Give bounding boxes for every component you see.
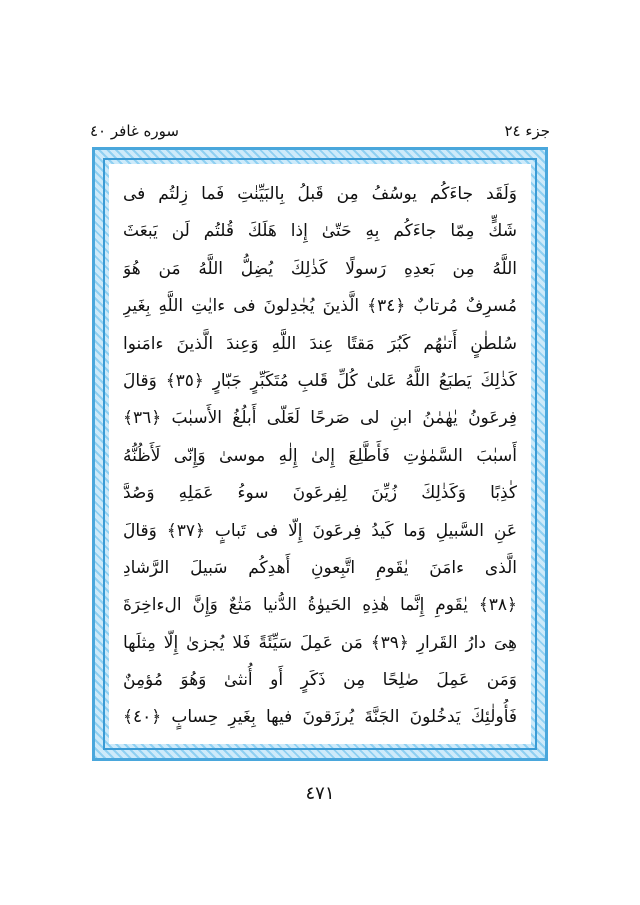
verse-line: شَكٍّ مِمّا جاءَكُم بِهِ حَتّىٰ إِذا هَلَكَ قُلتُم لَن يَبعَثَ: [123, 221, 517, 242]
verse-line: عَنِ السَّبيلِ وَما كَيدُ فِرعَونَ إِلّا فى تَبابٍ ﴿٣٧﴾ وَقالَ: [123, 520, 517, 541]
verse-line: كَذٰلِكَ يَطبَعُ اللَّهُ عَلىٰ كُلِّ قَلبِ مُتَكَبِّرٍ جَبّارٍ ﴿٣٥﴾ وَقالَ: [123, 370, 517, 391]
verse-line: فَأُولٰئِكَ يَدخُلونَ الجَنَّةَ يُرزَقونَ فيها بِغَيرِ حِسابٍ ﴿٤٠﴾: [123, 707, 517, 728]
verse-line: كٰذِبًا وَكَذٰلِكَ زُيِّنَ لِفِرعَونَ سوءُ عَمَلِهِ وَصُدَّ: [123, 483, 517, 504]
verse-line: ﴿٣٨﴾ يٰقَومِ إِنَّما هٰذِهِ الحَيوٰةُ الدُّنيا مَتٰعٌ وَإِنَّ الءاخِرَةَ: [123, 595, 517, 616]
text-panel: [109, 164, 531, 744]
verse-line: فِرعَونُ يٰهٰمٰنُ ابنِ لى صَرحًا لَعَلّى أَبلُغُ الأَسبٰبَ ﴿٣٦﴾: [123, 408, 517, 429]
verse-line: أَسبٰبَ السَّمٰوٰتِ فَأَطَّلِعَ إِلىٰ إِلٰهِ موسىٰ وَإِنّى لَأَظُنُّهُ: [123, 445, 517, 466]
verse-line: وَلَقَد جاءَكُم يوسُفُ مِن قَبلُ بِالبَيِّنٰتِ فَما زِلتُم فى: [123, 184, 517, 204]
verse-line: اللَّهُ مِن بَعدِهِ رَسولًا كَذٰلِكَ يُضِلُّ اللَّهُ مَن هُوَ: [123, 258, 517, 279]
verse-line: وَمَن عَمِلَ صٰلِحًا مِن ذَكَرٍ أَو أُنثىٰ وَهُوَ مُؤمِنٌ: [123, 670, 517, 691]
surah-label: سوره غافر ٤٠: [90, 122, 179, 140]
page-header: [90, 118, 550, 148]
juz-label: جزء ٢٤: [504, 122, 550, 140]
verse-line: مُسرِفٌ مُرتابٌ ﴿٣٤﴾ الَّذينَ يُجٰدِلونَ فى ءايٰتِ اللَّهِ بِغَيرِ: [123, 296, 517, 317]
verse-line: هِىَ دارُ القَرارِ ﴿٣٩﴾ مَن عَمِلَ سَيِّئَةً فَلا يُجزىٰ إِلّا مِثلَها: [123, 632, 517, 653]
verse-line: الَّذى ءامَنَ يٰقَومِ اتَّبِعونِ أَهدِكُم سَبيلَ الرَّشادِ: [123, 557, 517, 578]
ornamental-border: [92, 147, 548, 761]
page-number: ٤٧١: [305, 783, 335, 804]
verse-line: سُلطٰنٍ أَتىٰهُم كَبُرَ مَقتًا عِندَ اللَّهِ وَعِندَ الَّذينَ ءامَنوا: [123, 333, 517, 354]
